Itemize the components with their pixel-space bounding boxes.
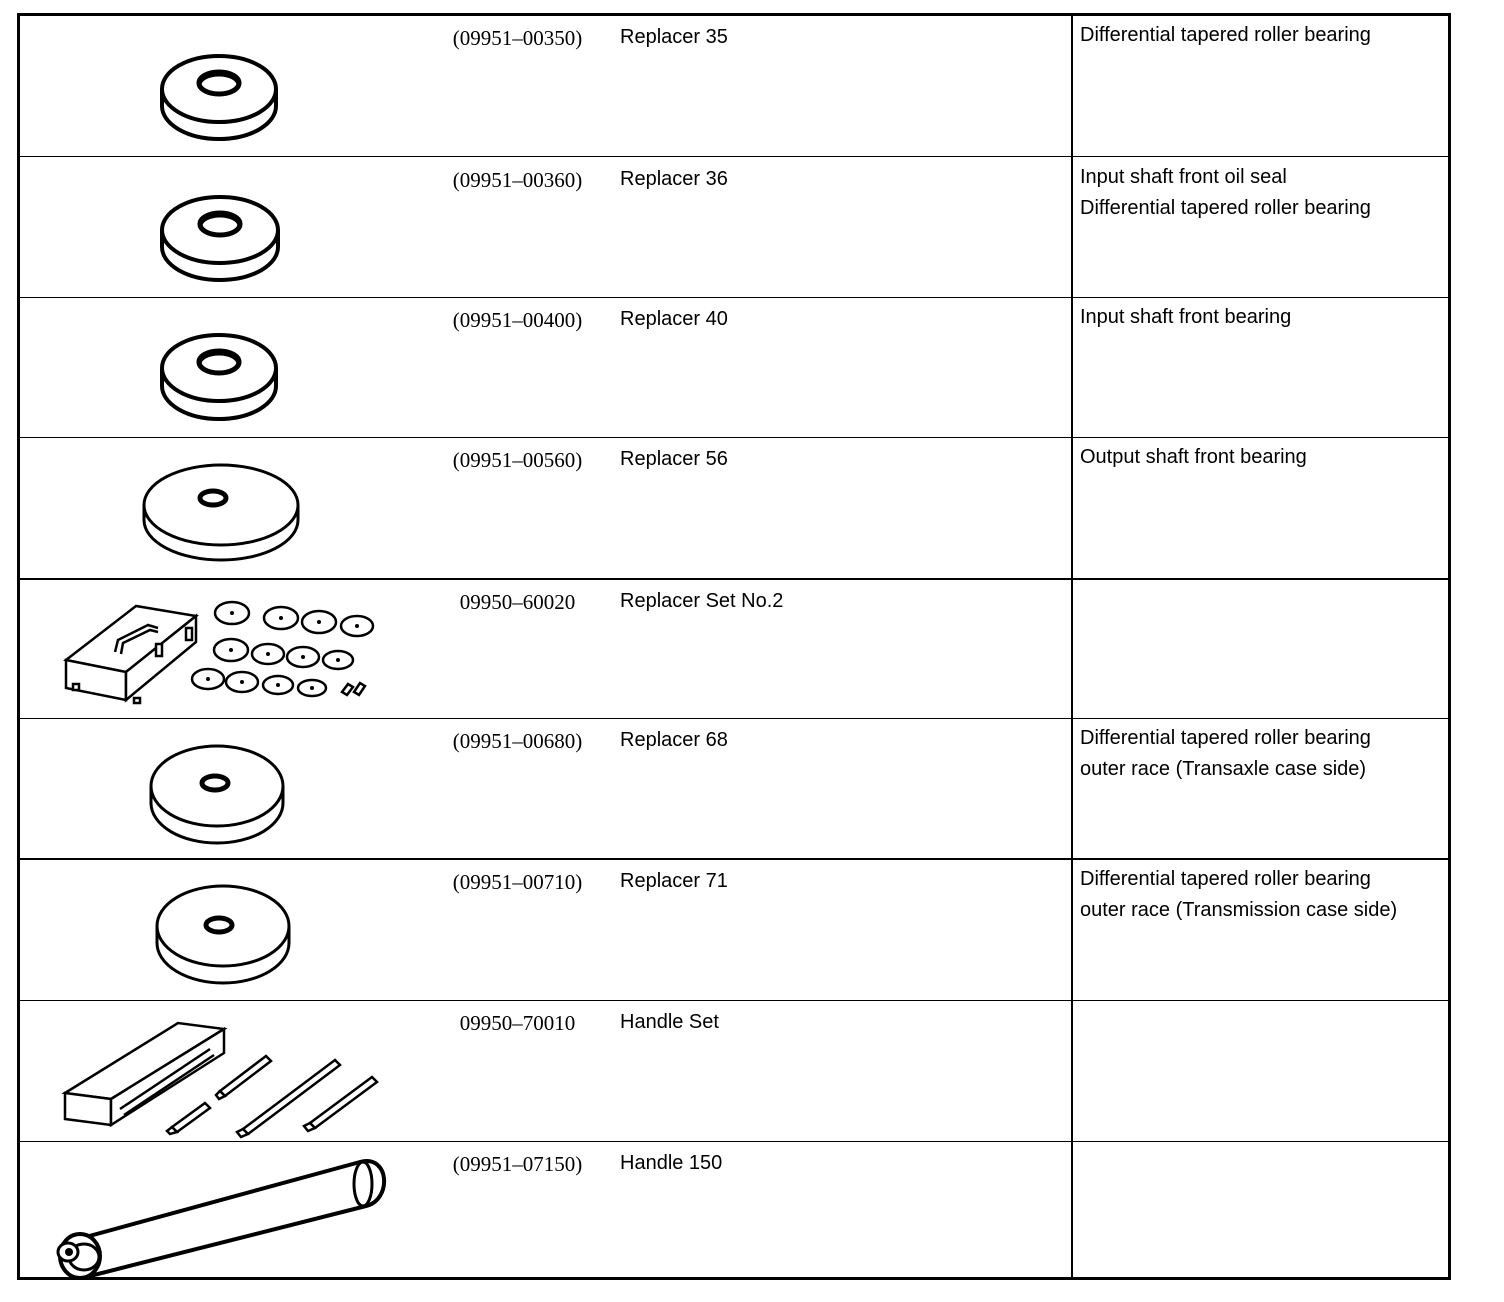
usage-line: Input shaft front oil seal xyxy=(1080,166,1287,188)
usage-line: outer race (Transmission case side) xyxy=(1080,899,1398,921)
usage-line: Input shaft front bearing xyxy=(1080,306,1292,328)
tool-row xyxy=(20,580,1448,718)
usage-line: Differential tapered roller bearing xyxy=(1080,197,1371,219)
part-number: (09951–00360) xyxy=(452,168,583,192)
tool-usage xyxy=(1080,302,1291,333)
usage-line: Differential tapered roller bearing xyxy=(1080,868,1371,890)
tool-row xyxy=(20,719,1448,858)
tool-row xyxy=(20,860,1448,1000)
tool-name: Replacer 36 xyxy=(620,168,728,190)
tool-name: Replacer 56 xyxy=(620,448,728,470)
tool-row xyxy=(20,157,1448,297)
tool-name: Handle Set xyxy=(620,1011,719,1033)
part-number: (09951–00680) xyxy=(452,729,583,753)
tool-usage xyxy=(1080,442,1307,473)
tool-name: Replacer 71 xyxy=(620,870,728,892)
tool-row xyxy=(20,1142,1448,1277)
replacer-disc-icon xyxy=(20,16,420,156)
part-number: 09950–70010 xyxy=(459,1011,576,1035)
replacer-disc-icon xyxy=(20,719,420,859)
replacer-set-icon xyxy=(20,580,420,720)
tool-row xyxy=(20,438,1448,578)
part-number: (09951–07150) xyxy=(452,1152,583,1176)
part-number: (09951–00400) xyxy=(452,308,583,332)
tool-name: Replacer 35 xyxy=(620,26,728,48)
tool-usage xyxy=(1080,162,1371,224)
replacer-disc-icon xyxy=(20,298,420,438)
part-number: (09951–00350) xyxy=(452,26,583,50)
tool-name: Replacer Set No.2 xyxy=(620,590,784,612)
special-tools-table xyxy=(17,13,1451,1280)
tool-row xyxy=(20,298,1448,437)
tool-name: Handle 150 xyxy=(620,1152,723,1174)
part-number: (09951–00560) xyxy=(452,448,583,472)
usage-line: outer race (Transaxle case side) xyxy=(1080,758,1367,780)
part-number: 09950–60020 xyxy=(459,590,576,614)
tool-row xyxy=(20,1001,1448,1141)
tool-usage xyxy=(1080,864,1397,926)
tool-usage xyxy=(1080,723,1371,785)
tool-row xyxy=(20,16,1448,156)
tool-usage xyxy=(1080,20,1371,51)
usage-line: Differential tapered roller bearing xyxy=(1080,727,1371,749)
tool-name: Replacer 68 xyxy=(620,729,728,751)
handle-bar-icon xyxy=(20,1142,420,1282)
usage-line: Differential tapered roller bearing xyxy=(1080,24,1371,46)
part-number: (09951–00710) xyxy=(452,870,583,894)
tool-name: Replacer 40 xyxy=(620,308,728,330)
replacer-disc-icon xyxy=(20,860,420,1000)
usage-line: Output shaft front bearing xyxy=(1080,446,1307,468)
handle-set-icon xyxy=(20,1001,420,1141)
replacer-disc-icon xyxy=(20,157,420,297)
replacer-disc-icon xyxy=(20,438,420,578)
